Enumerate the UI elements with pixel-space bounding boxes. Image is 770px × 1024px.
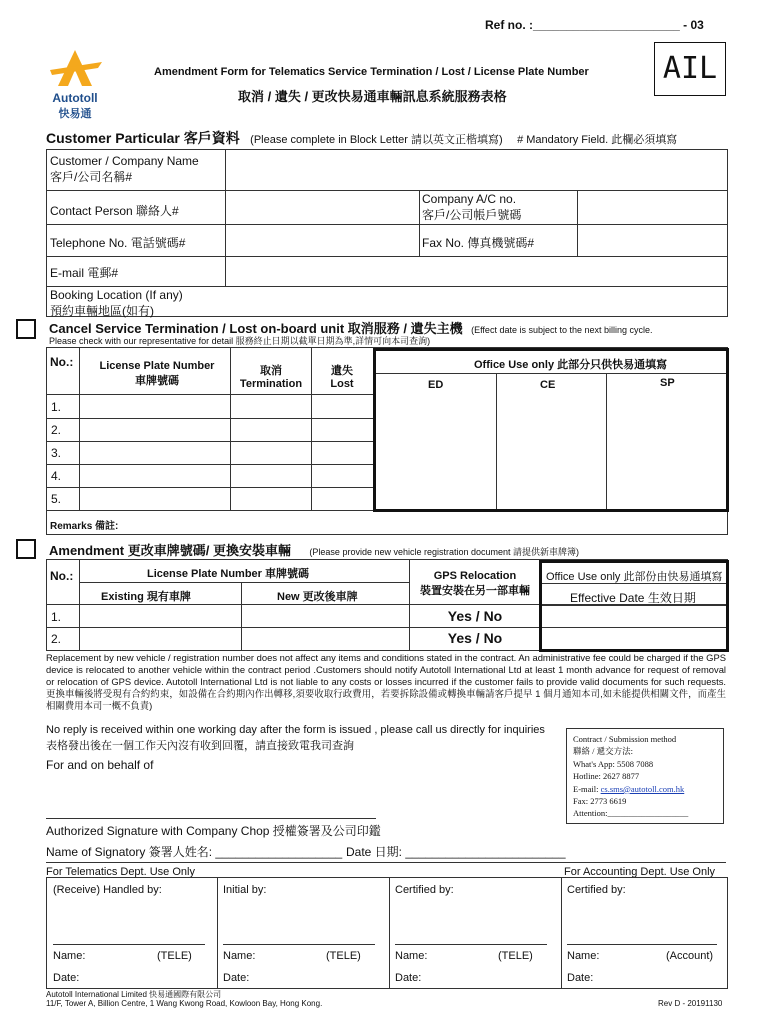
signature-date-label[interactable]: Date 日期: ________________________ bbox=[346, 845, 566, 859]
cancel-row-2: 2. bbox=[51, 423, 62, 437]
customer-heading: Customer Particular 客戶資料 bbox=[46, 130, 240, 146]
contact-box bbox=[566, 728, 724, 824]
amendment-heading: Amendment 更改車牌號碼/ 更換安裝車輛 bbox=[49, 543, 291, 558]
company-name-label: Customer / Company Name 客戶/公司名稱# bbox=[50, 154, 199, 184]
title-en: Amendment Form for Telematics Service Termination / Lost / License Plate Number bbox=[154, 66, 589, 78]
fax-field[interactable] bbox=[579, 226, 725, 254]
amendment-heading-row bbox=[49, 540, 579, 560]
office-use-box bbox=[373, 348, 729, 512]
cancel-service-checkbox[interactable] bbox=[16, 319, 36, 339]
ail-badge: AIL bbox=[654, 42, 726, 96]
amendment-row-2-no: 2. bbox=[51, 632, 62, 646]
amendment-office-label: Office Use only 此部份由快易通填寫 bbox=[546, 571, 723, 583]
attention[interactable]: Attention:___________________ bbox=[573, 808, 689, 819]
logo-triangle-icon bbox=[40, 48, 110, 88]
existing-header: Existing 現有車牌 bbox=[101, 591, 191, 603]
amendment-row-2-yesno[interactable]: Yes / No bbox=[447, 630, 503, 646]
amendment-row-1-no: 1. bbox=[51, 610, 62, 624]
contact-fax: Fax: 2773 6619 bbox=[573, 796, 627, 807]
contact-title: Contract / Submission method bbox=[573, 734, 677, 744]
gps-relocation-header: GPS Relocation 裝置安裝在另一部車輛 bbox=[420, 570, 530, 597]
amendment-no-header: No.: bbox=[50, 569, 74, 583]
booking-field[interactable] bbox=[227, 288, 723, 314]
amendment-note: (Please provide new vehicle registration document 請提供新車牌簿) bbox=[309, 547, 580, 557]
effective-date-header: Effective Date 生效日期 bbox=[570, 591, 696, 605]
ce-header: CE bbox=[540, 379, 556, 391]
email-label: E-mail 電郵# bbox=[50, 266, 119, 280]
ref-number[interactable]: Ref no. :______________________ - 03 bbox=[485, 18, 704, 32]
office-use-table bbox=[46, 877, 728, 989]
footer-revision: Rev D - 20191130 bbox=[658, 999, 723, 1008]
cancel-no-header: No.: bbox=[50, 355, 74, 369]
office-col-4: Certified by: Name: (Account) Date: bbox=[562, 878, 726, 988]
customer-heading-row bbox=[46, 128, 677, 148]
on-behalf-label: For and on behalf of bbox=[46, 758, 154, 772]
remarks-label: Remarks 備註: bbox=[50, 521, 119, 532]
contact-zh: 聯絡 / 遞交方法: bbox=[573, 746, 633, 757]
hotline: Hotline: 2627 8877 bbox=[573, 771, 640, 782]
whatsapp: What's App: 5508 7088 bbox=[573, 758, 654, 769]
signature-line[interactable] bbox=[46, 818, 376, 819]
termination-header: 取消 Termination bbox=[239, 365, 303, 390]
logo-text-zh: 快易通 bbox=[58, 108, 92, 120]
telephone-field[interactable] bbox=[227, 226, 417, 254]
cancel-plate-header: License Plate Number 車牌號碼 bbox=[99, 360, 215, 387]
email-link[interactable]: cs.sms@autotoll.com.hk bbox=[600, 783, 685, 794]
lost-header: 遺失 Lost bbox=[330, 365, 354, 390]
email-line: E-mail: cs.sms@autotoll.com.hk bbox=[573, 783, 685, 794]
no-reply-en: No reply is received within one working day after the form is issued , please call us directly for inquiries bbox=[46, 724, 545, 736]
ed-header: ED bbox=[428, 379, 444, 391]
account-no-label: Company A/C no. 客戶/公司帳戶號碼 bbox=[422, 192, 522, 222]
contact-person-label: Contact Person 聯絡人# bbox=[50, 204, 179, 218]
office-use-label: Office Use only 此部分只供快易通填寫 bbox=[474, 359, 668, 371]
customer-table bbox=[46, 149, 728, 317]
accounting-use-label: For Accounting Dept. Use Only bbox=[564, 866, 716, 878]
email-field[interactable] bbox=[227, 258, 723, 284]
footer-address: 11/F, Tower A, Billion Centre, 1 Wang Kwong Road, Kowloon Bay, Hong Kong. bbox=[46, 999, 323, 1008]
signatory-name-label[interactable]: Name of Signatory 簽署人姓名: ___________________ bbox=[46, 845, 343, 859]
amendment-row-1-yesno[interactable]: Yes / No bbox=[447, 608, 503, 624]
title-zh: 取消 / 遺失 / 更改快易通車輛訊息系統服務表格 bbox=[238, 89, 507, 104]
cancel-heading: Cancel Service Termination / Lost on-board unit 取消服務 / 遺失主機 bbox=[49, 321, 463, 336]
booking-label: Booking Location (If any) 預約車輛地區(如有) bbox=[50, 288, 183, 318]
logo-text: Autotoll bbox=[52, 91, 98, 105]
company-name-field[interactable] bbox=[227, 152, 723, 188]
autotoll-logo bbox=[40, 48, 110, 120]
cancel-table bbox=[46, 347, 728, 535]
effect-date-note: (Effect date is subject to the next billing cycle. bbox=[471, 325, 653, 335]
check-note: Please check with our representative for detail 服務終止日期以截單日期為準,詳情可向本司查詢) bbox=[49, 336, 431, 346]
cancel-row-1: 1. bbox=[51, 400, 62, 414]
amendment-checkbox[interactable] bbox=[16, 539, 36, 559]
telephone-label: Telephone No. 電話號碼# bbox=[50, 236, 186, 250]
amendment-table bbox=[46, 559, 728, 651]
mandatory-note: # Mandatory Field. 此欄必須填寫 bbox=[517, 134, 678, 146]
cancel-row-4: 4. bbox=[51, 469, 62, 483]
office-col-3: Certified by: Name: (TELE) Date: bbox=[390, 878, 560, 988]
fax-label: Fax No. 傳真機號碼# bbox=[422, 236, 535, 250]
office-col-1: (Receive) Handled by: Name: (TELE) Date: bbox=[47, 878, 217, 988]
telematics-use-label: For Telematics Dept. Use Only bbox=[46, 866, 195, 878]
footer-company: Autotoll International Limited 快易通國際有限公司 bbox=[46, 990, 222, 999]
cancel-row-3: 3. bbox=[51, 446, 62, 460]
amendment-office-box bbox=[539, 560, 729, 652]
block-letter-note: (Please complete in Block Letter 請以英文正楷填寫) bbox=[250, 134, 503, 146]
sp-header: SP bbox=[660, 377, 675, 389]
cancel-row-5: 5. bbox=[51, 492, 62, 506]
office-col-2: Initial by: Name: (TELE) Date: bbox=[218, 878, 388, 988]
amendment-plate-header: License Plate Number 車牌號碼 bbox=[147, 568, 309, 580]
terms-paragraph: Replacement by new vehicle / registration number does not affect any items and conditions stated in the contract. An administrative fee could be charged if the GPS device is relocated to another vehicle within the contract period .Customers should notify Autotoll International Ltd at least 1 month advance for request of removal or relocation of GPS device. Autotoll International Ltd is not liable to any costs or losses incurred if the customer fails to provide valid documents for such requests.更換車輛後將受現有合約約束，如設備在合約期內作出轉移,須要收取行政費用，若要拆除設備或轉換車輛請客戶提早 1 個月通知本司,如未能提供相關文件，而產生相關費用本司一概不負責) bbox=[46, 652, 726, 711]
account-no-field[interactable] bbox=[579, 192, 725, 222]
new-header: New 更改後車牌 bbox=[277, 591, 358, 603]
authorized-signature-label: Authorized Signature with Company Chop 授權簽署及公司印鑑 bbox=[46, 824, 381, 838]
contact-person-field[interactable] bbox=[227, 192, 417, 222]
no-reply-zh: 表格發出後在一個工作天內沒有收到回覆，請直接致電我司查詢 bbox=[46, 740, 354, 752]
